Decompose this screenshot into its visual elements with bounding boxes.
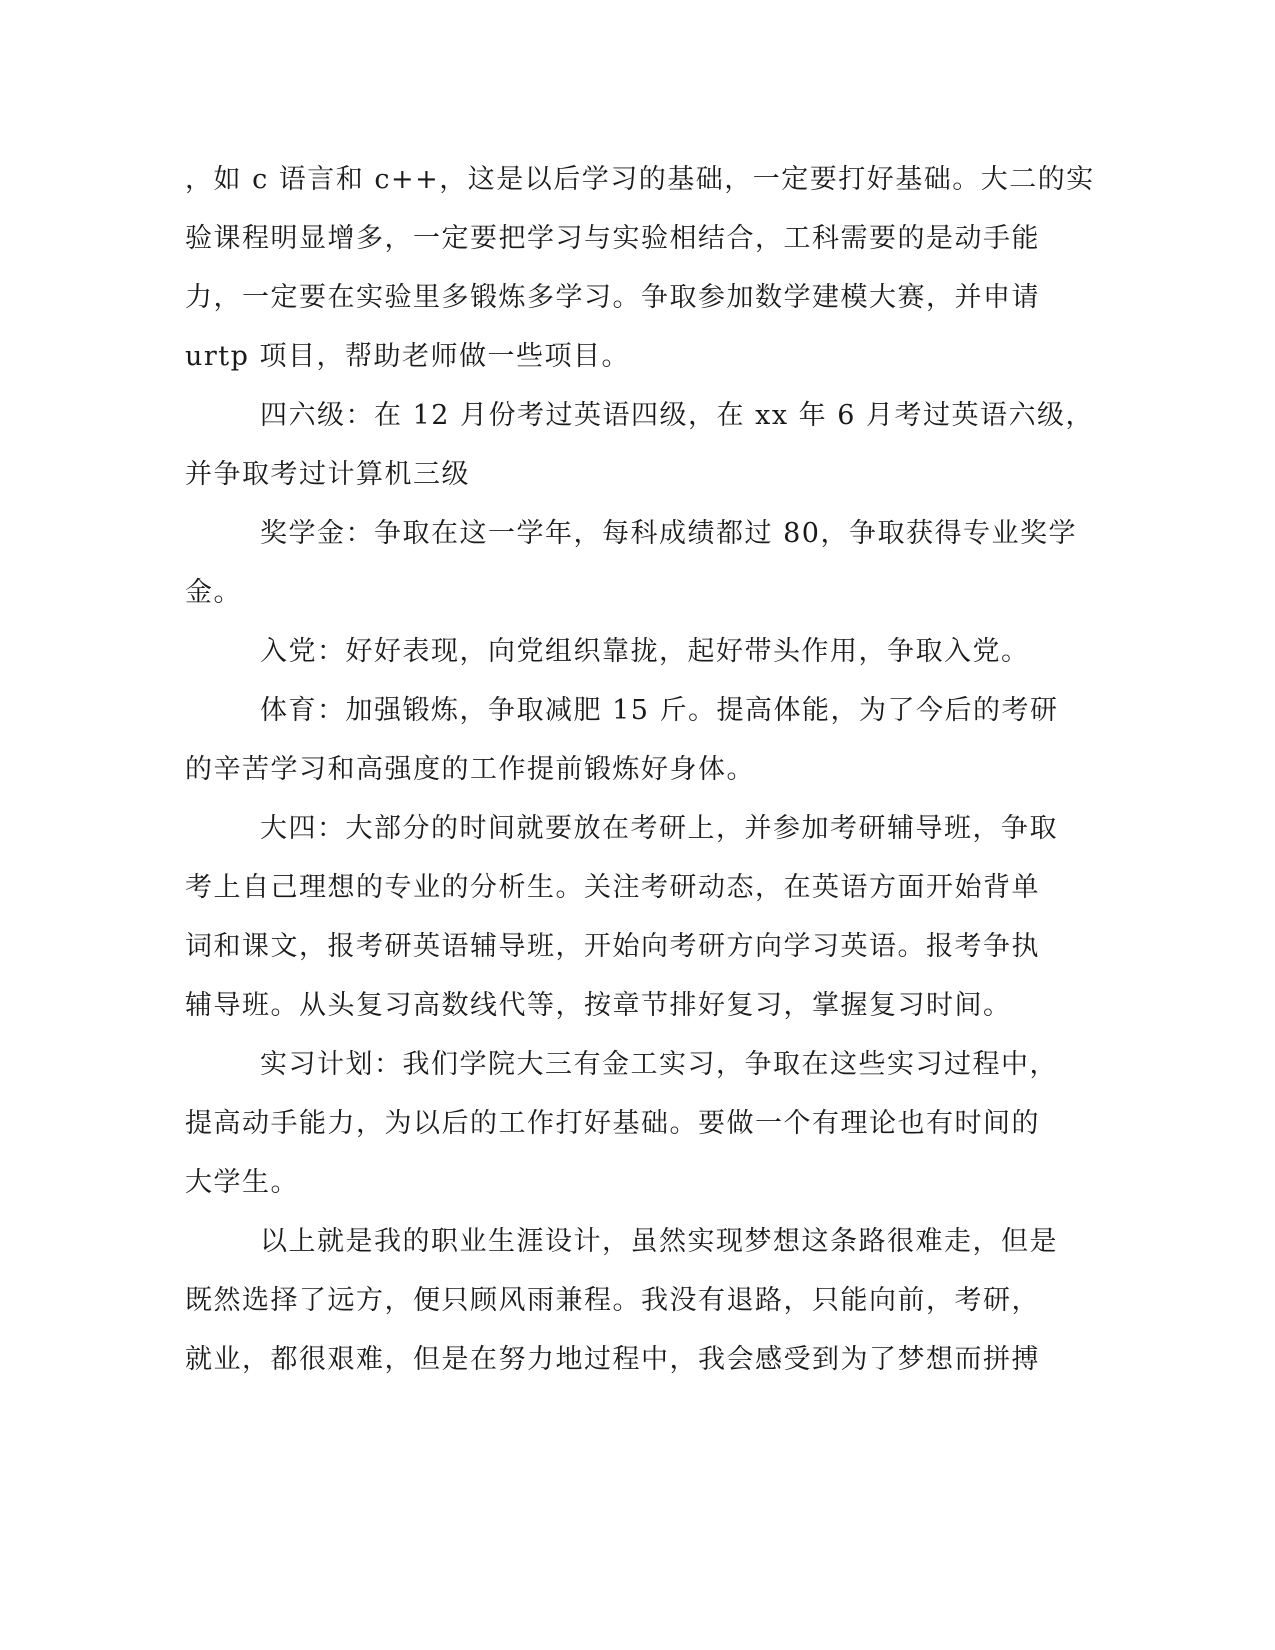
paragraph-first-line: 四六级：在 12 月份考过英语四级，在 xx 年 6 月考过英语六级，: [260, 400, 1094, 431]
text-line: 就业，都很艰难，但是在努力地过程中，我会感受到为了梦想而拼搏: [185, 1344, 1040, 1375]
paragraph-first-line: 奖学金：争取在这一学年，每科成绩都过 80，争取获得专业奖学: [260, 518, 1077, 549]
text-line: 大学生。: [185, 1167, 299, 1198]
paragraph-first-line: 大四：大部分的时间就要放在考研上，并参加考研辅导班，争取: [260, 813, 1058, 844]
text-line: 并争取考过计算机三级: [185, 459, 470, 490]
text-line: 金。: [185, 577, 242, 608]
text-line: 验课程明显增多，一定要把学习与实验相结合，工科需要的是动手能: [185, 223, 1040, 254]
text-line: 的辛苦学习和高强度的工作提前锻炼好身体。: [185, 754, 755, 785]
paragraph-first-line: 体育：加强锻炼，争取减肥 15 斤。提高体能，为了今后的考研: [260, 695, 1059, 726]
text-line: 既然选择了远方，便只顾风雨兼程。我没有退路，只能向前，考研，: [185, 1285, 1040, 1316]
text-line: 考上自己理想的专业的分析生。关注考研动态，在英语方面开始背单: [185, 872, 1040, 903]
paragraph-first-line: 实习计划：我们学院大三有金工实习，争取在这些实习过程中，: [260, 1049, 1058, 1080]
paragraph-first-line: 入党：好好表现，向党组织靠拢，起好带头作用，争取入党。: [260, 636, 1030, 667]
text-line: urtp 项目，帮助老师做一些项目。: [185, 341, 631, 372]
text-line: 力，一定要在实验里多锻炼多学习。争取参加数学建模大赛，并申请: [185, 282, 1040, 313]
text-line: 词和课文，报考研英语辅导班，开始向考研方向学习英语。报考争执: [185, 931, 1040, 962]
text-line: 提高动手能力，为以后的工作打好基础。要做一个有理论也有时间的: [185, 1108, 1040, 1139]
text-line: 辅导班。从头复习高数线代等，按章节排好复习，掌握复习时间。: [185, 990, 1012, 1021]
paragraph-first-line: 以上就是我的职业生涯设计，虽然实现梦想这条路很难走，但是: [260, 1226, 1058, 1257]
text-line: ，如 c 语言和 c++，这是以后学习的基础，一定要打好基础。大二的实: [185, 164, 1095, 195]
